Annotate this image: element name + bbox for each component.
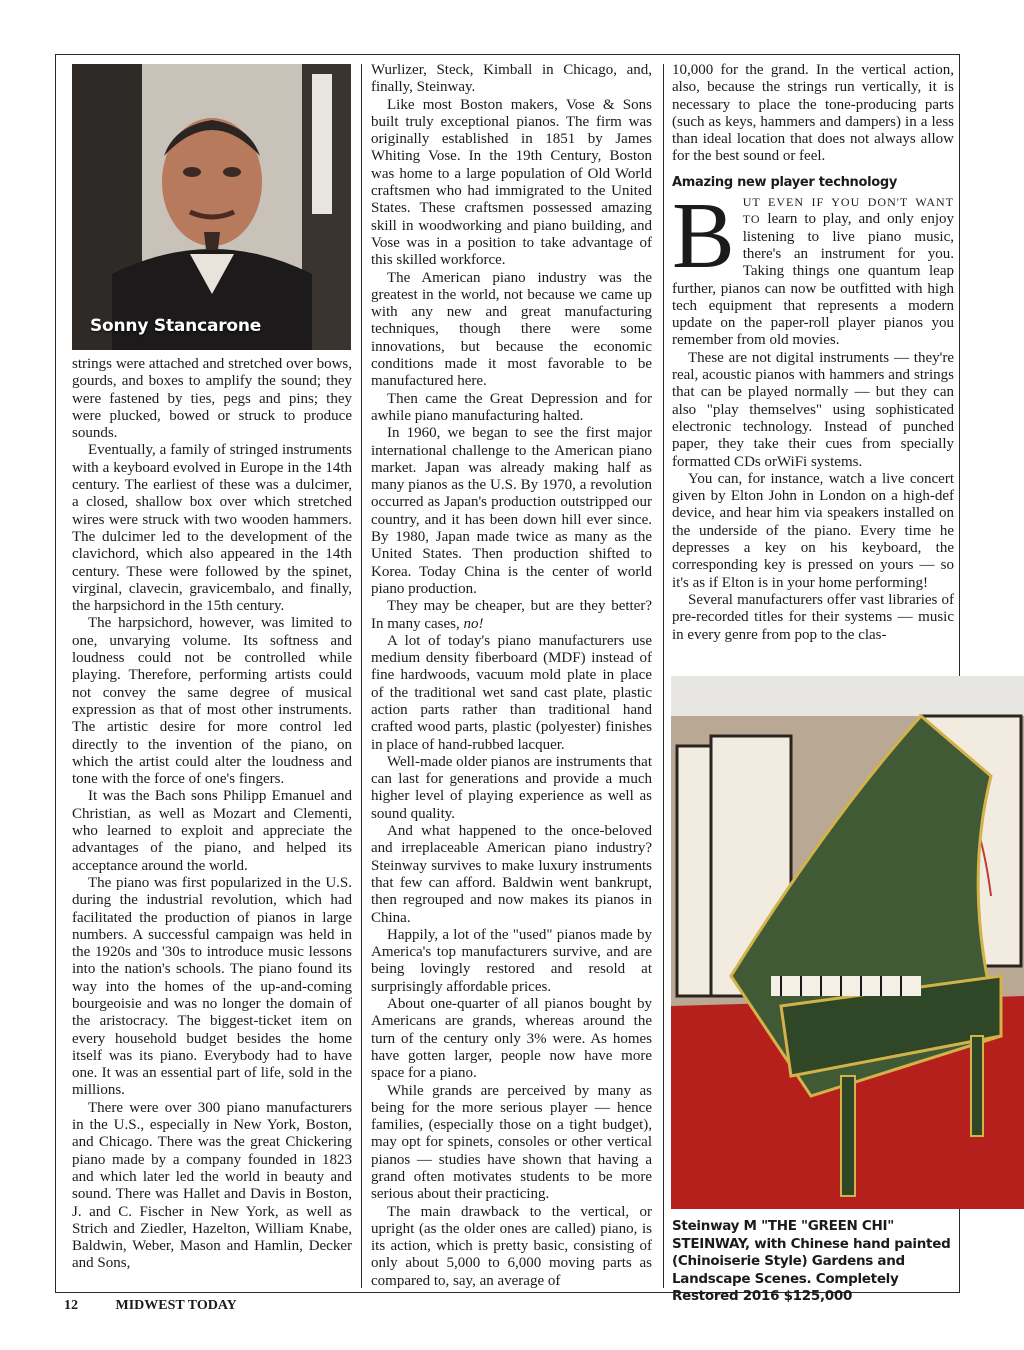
piano-illustration <box>671 676 1024 1209</box>
paragraph-text: learn to play, and only enjoy listening to live piano music, there's an instrument for you. Taking things one quantum leap further, pianos can now be outfitted with high tech equipment that represents a modern update on the paper-roll player pianos you remember from old movies. <box>672 211 954 349</box>
page-number: 12 <box>64 1298 78 1313</box>
article-column-2 <box>371 62 652 1290</box>
paragraph: The American piano industry was the greatest in the world, not because we came up with any new and great manufacturing techniques, though there were some innovations, but because the economic conditions made it most favorable to be manufactured here. <box>371 269 652 390</box>
paragraph: A lot of today's piano manufacturers use medium density fiberboard (MDF) instead of fine hardwoods, vacuum mold plate in place of the traditional wet sand cast plate, plastic action parts rather than traditional hand crafted wood parts, plastic (polyester) finishes in place of hand-rubbed lacquer. <box>371 632 652 753</box>
paragraph: The harpsichord, however, was limited to one, unvarying volume. Its softness and loudness could not be controlled while playing. Therefore, performing artists could not convey the same degree of musical expression as that of most other instruments. The artistic desire for more control led directly to the invention of the piano, on which the artist could alter the loudness and tone with the force of one's fingers. <box>72 615 352 788</box>
paragraph: You can, for instance, watch a live concert given by Elton John in London on a high-def device, and hear him via speakers installed on the underside of the piano. Every time he depresses a key on his keyboard, the corresponding key is pressed on yours — so it's as if Elton is in your home performing! <box>672 470 954 591</box>
paragraph: And what happened to the once-beloved and irreplaceable American piano industry? Steinway survives to make luxury instruments that few can afford. Baldwin went bankrupt, then regrouped and now makes its pianos in China. <box>371 823 652 926</box>
paragraph: 10,000 for the grand. In the vertical action, also, because the strings run vertically, it is necessary to place the tone-producing parts (such as keys, hammers and dampers) in a less than ideal location that does not always allow for the best sound or feel. <box>672 62 954 165</box>
paragraph: While grands are perceived by many as being for the more serious player — hence families, (especially those on a tight budget), may opt for spinets, consoles or other vertical pianos — studies have shown that having a grand often motivates students to be more serious about their practicing. <box>371 1082 652 1203</box>
paragraph: Eventually, a family of stringed instruments with a keyboard evolved in Europe in the 14th century. The earliest of these was a dulcimer, a closed, shallow box over which stretched wires were struck with two wooden hammers. The dulcimer led to the development of the clavichord, which also appeared in the 14th century. These were followed by the spinet, virginal, clavecin, gravicembalo, and finally, the harpsichord in the 15th century. <box>72 442 352 615</box>
magazine-name: MIDWEST TODAY <box>115 1298 237 1313</box>
page-footer <box>64 1298 237 1314</box>
emphasis: no! <box>463 615 484 632</box>
column-rule <box>663 64 664 1288</box>
paragraph: Like most Boston makers, Vose & Sons built truly exceptional pianos. The firm was originally established in 1851 by James Whiting Vose. In the 19th Century, Boston was home to a large population of Old World craftsmen who had immigrated to the United States. These craftsmen possessed amazing skill in woodworking and piano building, and Vose was in a position to take advantage of this skilled workforce. <box>371 96 652 269</box>
piano-caption: Steinway M "THE "GREEN CHI" STEINWAY, with Chinese hand painted (Chinoiserie Style) Gardens and Landscape Scenes. Completely Restored 2016 $125,000 <box>672 1218 951 1304</box>
paragraph: About one-quarter of all pianos bought by Americans are grands, whereas around the turn of the century only 3% were. As homes have gotten larger, people now have more space for a piano. <box>371 996 652 1082</box>
paragraph: Happily, a lot of the "used" pianos made by America's top manufacturers survive, and are being lovingly restored and resold at surprisingly affordable prices. <box>371 926 652 995</box>
paragraph: Well-made older pianos are instruments that can last for generations and provide a much higher level of playing experience as well as sound quality. <box>371 753 652 822</box>
drop-cap: B <box>672 184 735 289</box>
dropcap-paragraph <box>672 184 954 350</box>
portrait-caption: Sonny Stancarone <box>90 316 262 336</box>
column-rule <box>361 64 362 1288</box>
paragraph: There were over 300 piano manufacturers in the U.S., especially in New York, Boston, and Chicago. There was the great Chickering piano made by a company founded in 1823 and which later led the world in beauty and sound. There was Hallet and Davis in Boston, J. and C. Fischer in New York, as well as Strich and Ziedler, Hazelton, William Knabe, Baldwin, Weber, Mason and Hamlin, Decker and Sons, <box>72 1099 352 1272</box>
portrait-photo <box>72 64 351 350</box>
piano-photo <box>671 676 1024 1209</box>
paragraph: Then came the Great Depression and for awhile piano manufacturing halted. <box>371 390 652 424</box>
paragraph: Wurlizer, Steck, Kimball in Chicago, and, finally, Steinway. <box>371 62 652 96</box>
paragraph: Several manufacturers offer vast libraries of pre-recorded titles for their systems — music in every genre from pop to the clas- <box>672 591 954 643</box>
paragraph: The piano was first popularized in the U.S. during the industrial revolution, which had facilitated the production of pianos in large numbers. A successful campaign was held in the 1920s and '30s to introduce music lessons into the nation's schools. The piano found its way into the homes of the up-and-coming bourgeoisie and was no longer the domain of the aristocracy. The biggest-ticket item on every household budget besides the home itself was its piano. Everybody had to have one. It was an essential part of life, sold in the millions. <box>72 874 352 1099</box>
article-column-3 <box>672 62 954 644</box>
paragraph-text: They may be cheaper, but are they better? In many cases, <box>371 598 652 632</box>
portrait-illustration <box>72 64 351 350</box>
article-column-1 <box>72 356 352 1273</box>
paragraph <box>371 598 652 633</box>
paragraph: strings were attached and stretched over bows, gourds, and boxes to amplify the sound; they were fastened by ties, pegs and pins; they were plucked, bowed or struck to produce sounds. <box>72 356 352 442</box>
paragraph: These are not digital instruments — they're real, acoustic pianos with hammers and strings that can be played normally — but they can also "play themselves" using sophisticated electronic technology. Instead of punched paper, they take their cues from specially formatted CDs orWiFi systems. <box>672 349 954 470</box>
section-subhead: Amazing new player technology <box>672 174 898 190</box>
paragraph: The main drawback to the vertical, or upright (as the older ones are called) piano, is its action, which is pretty basic, consisting of only about 5,000 to 6,000 moving parts as compared to, say, an average of <box>371 1203 652 1289</box>
paragraph: In 1960, we began to see the first major international challenge to the American piano market. Japan was already making half as many pianos as the U.S. By 1970, a revolution occurred as Japan's production outstripped our country, and it has been down hill ever since. By 1980, Japan made twice as many as the United States. Then production shifted to Korea. Today China is the center of world piano production. <box>371 425 652 597</box>
lead-in: UT EVEN IF YOU DON'T WANT TO <box>742 195 954 227</box>
paragraph: It was the Bach sons Philipp Emanuel and Christian, as well as Mozart and Clementi, who learned to exploit and appreciate the advantages of the piano, and helped its acceptance around the world. <box>72 788 352 874</box>
